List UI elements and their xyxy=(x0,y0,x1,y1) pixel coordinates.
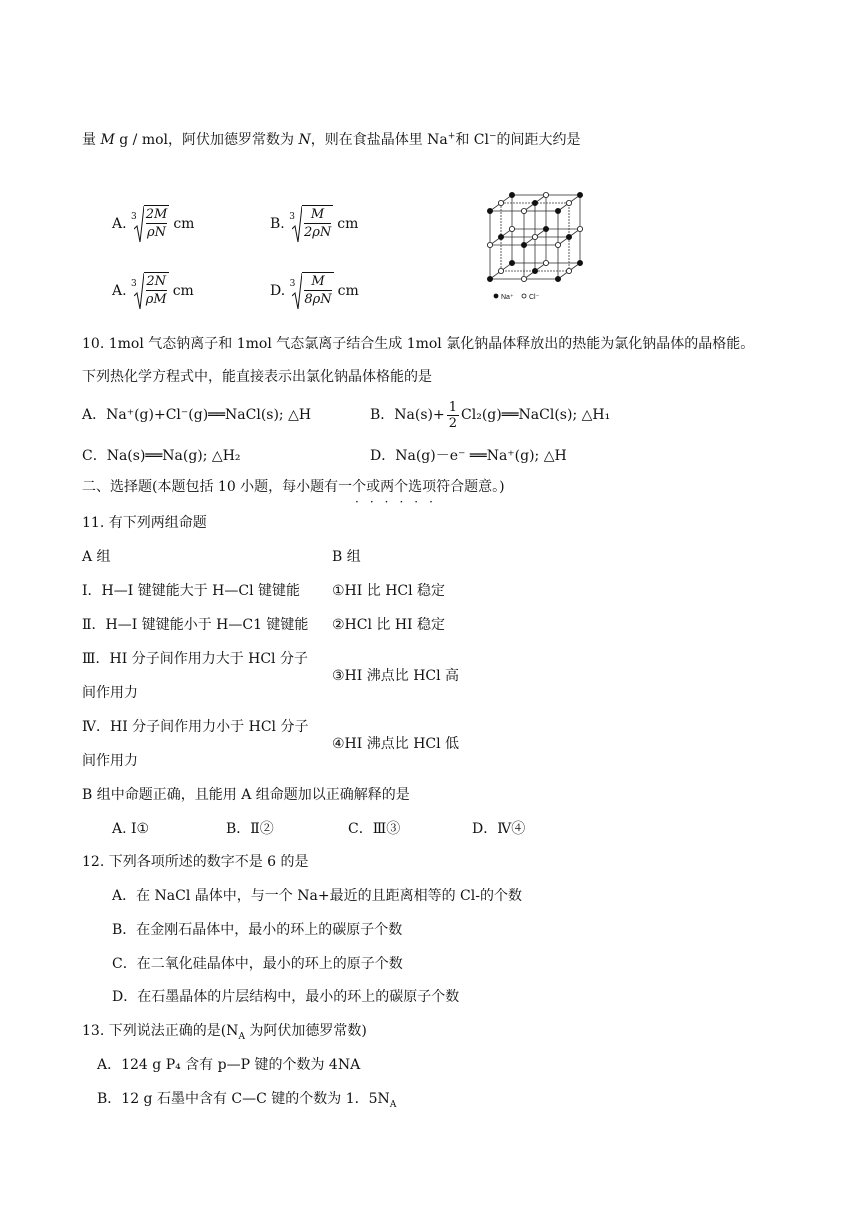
q9-option-b[interactable] xyxy=(270,205,358,243)
q10-option-d[interactable]: D．Na(g)－e⁻ ══Na⁺(g); △H xyxy=(370,448,567,464)
q9-option-a1[interactable] xyxy=(112,205,194,243)
q12-option-b[interactable]: B．在金刚石晶体中，最小的环上的碳原子个数 xyxy=(112,922,403,938)
q11-b-row-2: ②HCl 比 HI 稳定 xyxy=(332,617,446,633)
q11-group-a-heading: A 组 xyxy=(82,549,111,565)
root-index: 3 xyxy=(131,279,137,289)
half-denominator: 2 xyxy=(448,415,458,431)
unit: cm xyxy=(337,283,359,299)
q11-a-row-4-cont: 间作用力 xyxy=(82,753,138,769)
fraction-denominator: 8ρN xyxy=(304,292,332,307)
fraction-numerator: M xyxy=(304,206,331,224)
q10-option-b[interactable] xyxy=(370,399,611,431)
q13-option-a[interactable]: A．124 g P₄ 含有 p—P 键的个数为 4NA xyxy=(97,1057,361,1073)
q12-option-a[interactable]: A．在 NaCl 晶体中，与一个 Na+最近的且距离相等的 Cl-的个数 xyxy=(112,888,522,904)
q11-b-row-4: ④HI 沸点比 HCl 低 xyxy=(332,736,460,752)
q9-stem xyxy=(82,130,581,150)
q10-line1: 10. 1mol 气态钠离子和 1mol 气态氯离子结合生成 1mol 氯化钠晶体释放出的热能为氯化钠晶体的晶格能。 xyxy=(82,336,755,352)
cube-root xyxy=(131,205,169,243)
root-index: 3 xyxy=(289,279,296,289)
q11-title: 11. 有下列两组命题 xyxy=(82,515,207,531)
unit: cm xyxy=(172,283,194,299)
q9-stem-mid2: ，则在食盐晶体里 Na xyxy=(310,132,448,148)
q11-a-row-4: Ⅳ．HI 分子间作用力小于 HCl 分子 xyxy=(82,719,309,735)
q13-option-b[interactable] xyxy=(97,1089,396,1109)
radical-sign-icon xyxy=(289,272,302,310)
q9-stem-prefix: 量 xyxy=(82,132,101,148)
q13-option-b-subscript: A xyxy=(389,1099,397,1110)
q10-option-c[interactable]: C．Na(s)══Na(g); △H₂ xyxy=(82,448,241,464)
unit: cm xyxy=(337,216,359,232)
q12-option-c[interactable]: C．在二氧化硅晶体中，最小的环上的原子个数 xyxy=(112,956,403,972)
q13-title xyxy=(82,1021,367,1041)
legend-na: Na⁺ xyxy=(501,294,514,301)
q11-group-b-heading: B 组 xyxy=(332,549,361,565)
radical-sign-icon xyxy=(134,272,144,310)
q10-option-b-prefix: B．Na(s)+ xyxy=(370,407,445,423)
q9-stem-end: 的间距大约是 xyxy=(496,132,581,148)
q11-a-row-2: Ⅱ．H—I 键键能小于 H—C1 键键能 xyxy=(82,617,309,633)
legend-cl: Cl⁻ xyxy=(529,294,540,301)
q9-stem-m: M xyxy=(100,132,115,148)
section-2-heading: 二、选择题(本题包括 10 小题，每小题有一个或两个选项符合题意。) xyxy=(82,479,505,495)
q11-b-row-3: ③HI 沸点比 HCl 高 xyxy=(332,668,460,684)
fraction-denominator: 2ρN xyxy=(303,225,332,240)
nacl-crystal-figure xyxy=(478,183,594,305)
q13-option-b-text: B．12 g 石墨中含有 C—C 键的个数为 1．5N xyxy=(97,1091,390,1107)
q13-title-prefix: 13. 下列说法正确的是(N xyxy=(82,1023,239,1039)
q10-option-a[interactable]: A．Na⁺(g)+Cl⁻(g)══NaCl(s); △H xyxy=(82,407,312,423)
fraction-denominator: ρN xyxy=(147,225,167,240)
cube-root xyxy=(290,272,334,310)
q9-option-a2[interactable] xyxy=(112,272,194,310)
q11-b-row-1: ①HI 比 HCl 稳定 xyxy=(332,583,446,599)
q11-a-row-3: Ⅲ．HI 分子间作用力大于 HCl 分子 xyxy=(82,651,308,667)
q12-title: 12. 下列各项所述的数字不是 6 的是 xyxy=(82,854,309,870)
option-label: A. xyxy=(112,283,127,299)
radical-sign-icon xyxy=(292,205,302,243)
emphasis-dots: ······ xyxy=(355,495,444,509)
unit: cm xyxy=(173,216,195,232)
radical-sign-icon xyxy=(134,205,144,243)
q11-question: B 组中命题正确，且能用 A 组命题加以正确解释的是 xyxy=(82,787,410,803)
q13-title-suffix: 为阿伏加德罗常数) xyxy=(244,1023,367,1039)
q10-line2: 下列热化学方程式中，能直接表示出氯化钠晶体格能的是 xyxy=(82,369,432,385)
q11-option-c[interactable]: C．Ⅲ③ xyxy=(348,821,401,837)
q11-option-d[interactable]: D．Ⅳ④ xyxy=(472,821,526,837)
cube-root xyxy=(289,205,333,243)
q10-option-b-suffix: Cl₂(g)══NaCl(s); △H₁ xyxy=(461,407,611,423)
fraction-numerator: 2M xyxy=(145,207,168,222)
fraction-denominator: ρM xyxy=(145,292,167,307)
q9-stem-minus: − xyxy=(488,131,497,142)
q9-stem-mid: g / mol，阿伏加德罗常数为 xyxy=(114,132,299,148)
q11-a-row-3-cont: 间作用力 xyxy=(82,685,138,701)
fraction-numerator: M xyxy=(304,273,331,291)
q11-option-b[interactable]: B．Ⅱ② xyxy=(226,821,274,837)
q11-option-a[interactable]: A. Ⅰ① xyxy=(112,821,150,837)
option-label: A. xyxy=(112,216,127,232)
option-label: B. xyxy=(270,216,285,232)
root-index: 3 xyxy=(131,212,137,222)
fraction-numerator: 2N xyxy=(146,274,167,289)
q13-title-subscript: A xyxy=(238,1031,245,1042)
half-numerator: 1 xyxy=(448,399,458,415)
q9-stem-n: N xyxy=(298,132,311,148)
q9-stem-plus: + xyxy=(447,131,456,142)
q11-a-row-1: Ⅰ．H—I 键键能大于 H—Cl 键键能 xyxy=(82,583,301,599)
half-fraction xyxy=(447,400,459,431)
root-index: 3 xyxy=(289,212,295,222)
cube-root xyxy=(131,272,169,310)
q9-stem-and: 和 Cl xyxy=(455,132,489,148)
q9-option-d[interactable] xyxy=(270,272,359,310)
option-label: D. xyxy=(270,283,286,299)
nacl-lattice-icon xyxy=(478,183,594,305)
q12-option-d[interactable]: D．在石墨晶体的片层结构中，最小的环上的碳原子个数 xyxy=(112,989,460,1005)
